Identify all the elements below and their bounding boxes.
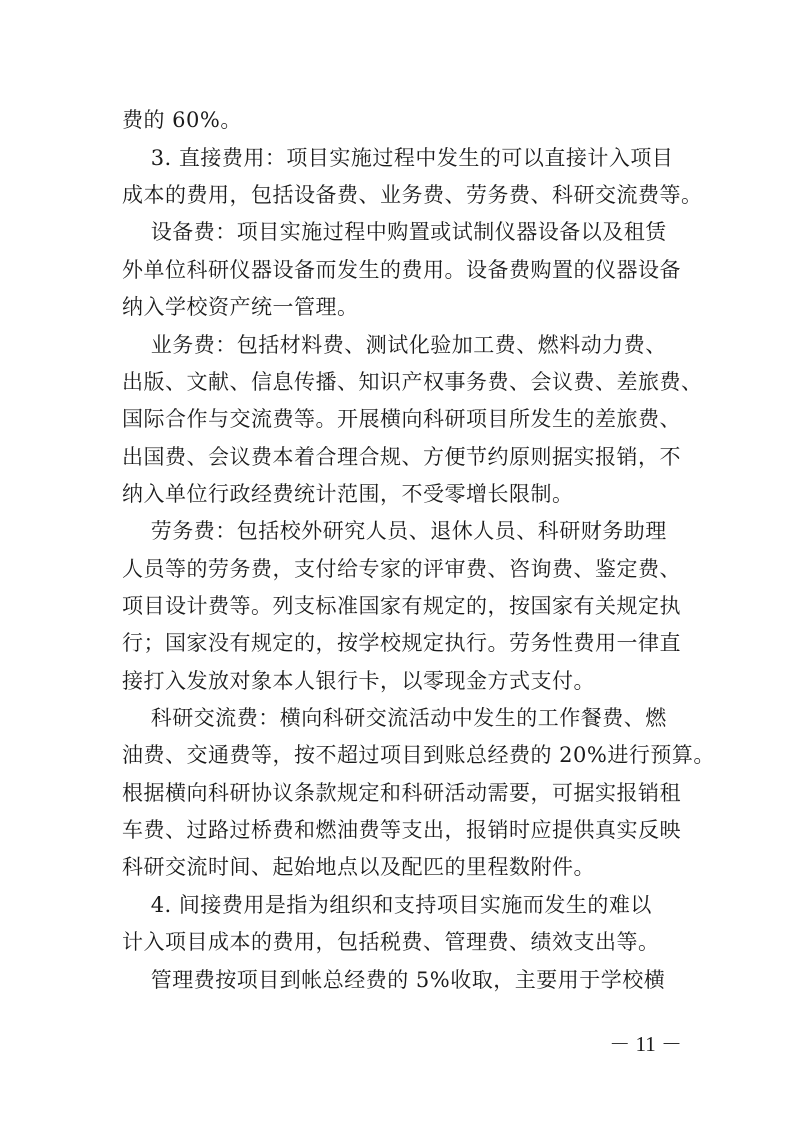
text-line: 业务费：包括材料费、测试化验加工费、燃料动力费、 <box>122 333 667 357</box>
text-line: 出国费、会议费本着合理合规、方便节约原则据实报销，不 <box>122 445 681 469</box>
page-number: － 11 － <box>609 1032 682 1056</box>
text-line: 设备费：项目实施过程中购置或试制仪器设备以及租赁 <box>122 220 667 244</box>
text-line: 出版、文献、信息传播、知识产权事务费、会议费、差旅费、 <box>122 370 703 394</box>
text-line: 计入项目成本的费用，包括税费、管理费、绩效支出等。 <box>122 930 660 954</box>
text-line: 费的 60%。 <box>122 108 242 132</box>
text-line: 接打入发放对象本人银行卡，以零现金方式支付。 <box>122 669 595 693</box>
text-line: 项目设计费等。列支标准国家有规定的，按国家有关规定执 <box>122 594 681 618</box>
text-line: 管理费按项目到帐总经费的 5%收取，主要用于学校横 <box>122 968 666 992</box>
text-line: 成本的费用，包括设备费、业务费、劳务费、科研交流费等。 <box>122 183 703 207</box>
text-line: 车费、过路过桥费和燃油费等支出，报销时应提供真实反映 <box>122 818 681 842</box>
text-line: 行；国家没有规定的，按学校规定执行。劳务性费用一律直 <box>122 631 681 655</box>
text-line: 科研交流时间、起始地点以及配匹的里程数附件。 <box>122 855 595 879</box>
text-line: 油费、交通费等，按不超过项目到账总经费的 20%进行预算。 <box>122 743 715 767</box>
text-line: 根据横向科研协议条款规定和科研活动需要，可据实报销租 <box>122 781 681 805</box>
text-line: 国际合作与交流费等。开展横向科研项目所发生的差旅费、 <box>122 407 681 431</box>
text-line: 3. 直接费用：项目实施过程中发生的可以直接计入项目 <box>122 146 674 170</box>
text-line: 纳入单位行政经费统计范围，不受零增长限制。 <box>122 482 574 506</box>
text-line: 纳入学校资产统一管理。 <box>122 295 359 319</box>
text-line: 科研交流费：横向科研交流活动中发生的工作餐费、燃 <box>122 706 667 730</box>
text-line: 人员等的劳务费，支付给专家的评审费、咨询费、鉴定费、 <box>122 557 681 581</box>
text-line: 劳务费：包括校外研究人员、退休人员、科研财务助理 <box>122 519 667 543</box>
text-line: 外单位科研仪器设备而发生的费用。设备费购置的仪器设备 <box>122 258 681 282</box>
text-line: 4. 间接费用是指为组织和支持项目实施而发生的难以 <box>122 893 652 917</box>
